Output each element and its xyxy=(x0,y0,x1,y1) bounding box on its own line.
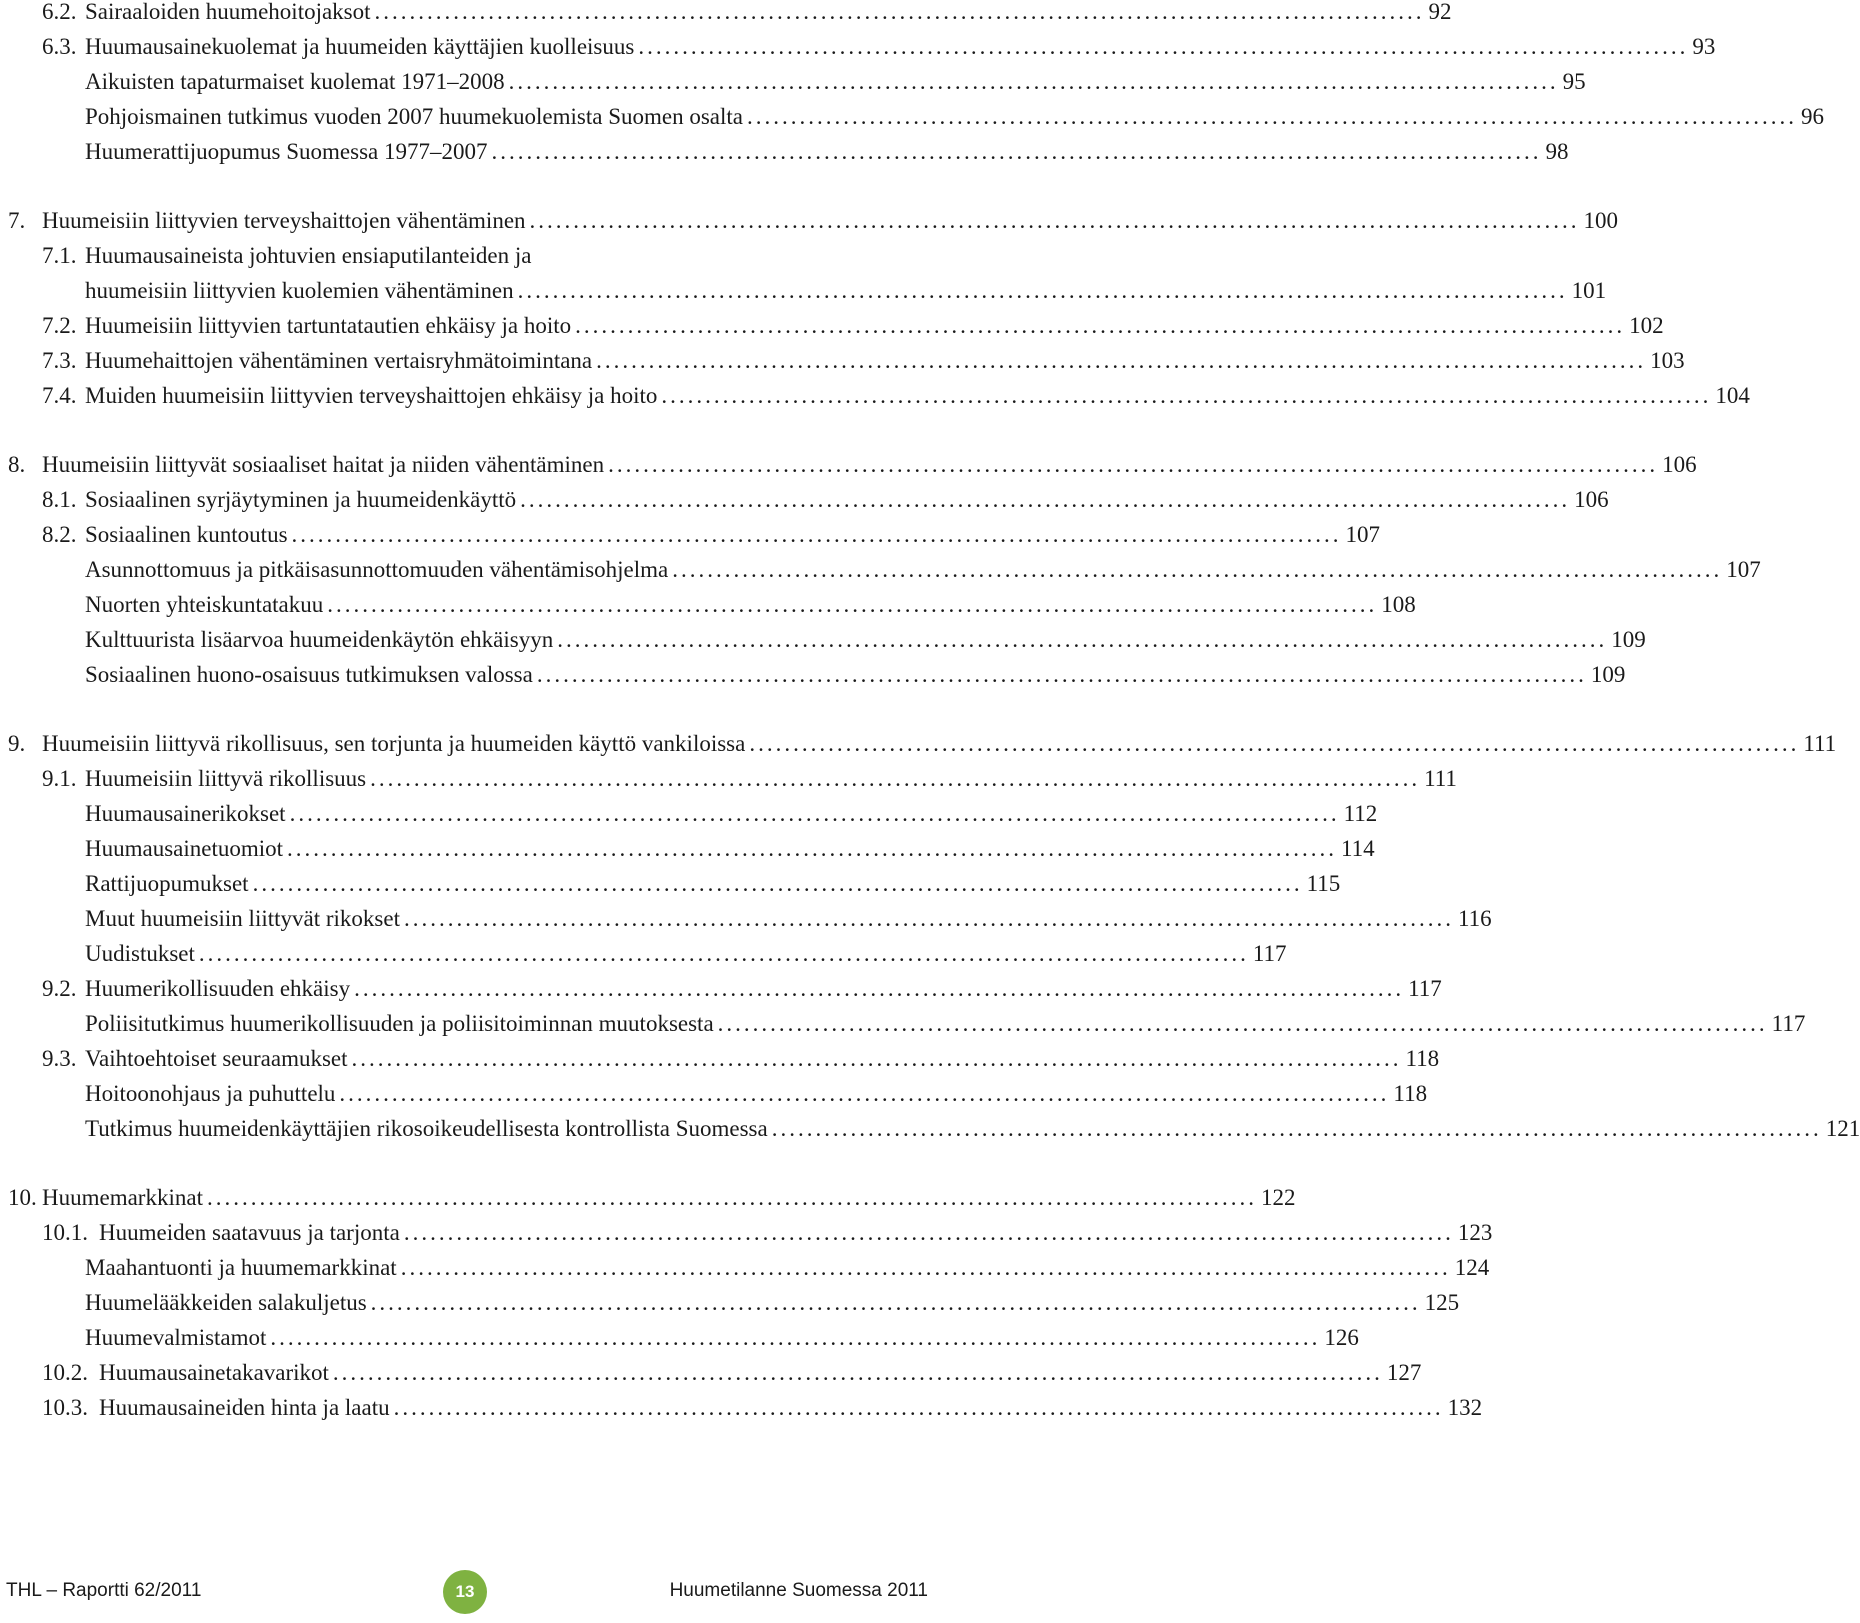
toc-title: Huumausainekuolemat ja huumeiden käyttäjien kuolleisuus xyxy=(85,34,635,59)
toc-title: Sosiaalinen kuntoutus xyxy=(85,522,288,547)
toc-page-number: 106 xyxy=(1574,487,1609,512)
toc-entry[interactable] xyxy=(0,797,1378,831)
toc-title: Huumeisiin liittyvien tartuntatautien ehkäisy ja hoito xyxy=(85,313,572,338)
dot-leader: ........................................................................................................................ xyxy=(403,1220,1454,1245)
dot-leader: ........................................................................................................................ xyxy=(517,278,1568,303)
dot-leader: ........................................................................................................................ xyxy=(400,1255,1451,1280)
toc-number: 7.1. xyxy=(42,243,77,268)
toc-page-number: 127 xyxy=(1386,1360,1422,1385)
dot-leader: ........................................................................................................................ xyxy=(270,1325,1321,1350)
toc-title: Huumevalmistamot xyxy=(85,1325,267,1350)
dot-leader: ........................................................................................................................ xyxy=(339,1081,1390,1106)
toc-title: Huumerikollisuuden ehkäisy xyxy=(85,976,351,1001)
dot-leader: ........................................................................................................................ xyxy=(327,592,1378,617)
toc-title: Asunnottomuus ja pitkäisasunnottomuuden vähentämisohjelma xyxy=(85,557,669,582)
toc-entry[interactable] xyxy=(0,0,1452,29)
report-label: THL – Raportti 62/2011 xyxy=(6,1580,202,1601)
toc-page-number: 100 xyxy=(1583,208,1619,233)
toc-page-number: 109 xyxy=(1611,627,1646,652)
toc-page-number: 117 xyxy=(1252,941,1287,966)
dot-leader: ........................................................................................................................ xyxy=(661,383,1712,408)
toc-number: 9. xyxy=(8,731,26,756)
toc-title: Kulttuurista lisäarvoa huumeidenkäytön ehkäisyyn xyxy=(85,627,554,652)
dot-leader: ........................................................................................................................ xyxy=(717,1011,1768,1036)
toc-title: Huumausainetakavarikot xyxy=(99,1360,329,1385)
dot-leader: ........................................................................................................................ xyxy=(747,104,1798,129)
toc-title: Huumausainerikokset xyxy=(85,801,286,826)
toc-entry[interactable] xyxy=(0,100,1825,134)
toc-title: Aikuisten tapaturmaiset kuolemat 1971–2008 xyxy=(85,69,505,94)
toc-entry[interactable] xyxy=(0,727,1837,761)
toc-title: Hoitoonohjaus ja puhuttelu xyxy=(85,1081,336,1106)
toc-entry[interactable] xyxy=(0,309,1664,343)
toc-title: Rattijuopumukset xyxy=(85,871,249,896)
toc-page-number: 118 xyxy=(1405,1046,1440,1071)
toc-title: Muut huumeisiin liittyvät rikokset xyxy=(85,906,400,931)
dot-leader: ........................................................................................................................ xyxy=(508,69,1559,94)
toc-page-number: 104 xyxy=(1715,383,1750,408)
toc-page-number: 122 xyxy=(1260,1185,1296,1210)
dot-leader: ........................................................................................................................ xyxy=(575,313,1626,338)
toc-entry[interactable] xyxy=(0,1112,1860,1146)
toc-title: Huumausainetuomiot xyxy=(85,836,284,861)
toc-entry[interactable] xyxy=(0,1356,1422,1390)
toc-page-number: 109 xyxy=(1590,662,1626,687)
toc-number: 9.2. xyxy=(42,976,77,1001)
toc-entry[interactable] xyxy=(0,379,1750,413)
toc-page-number: 108 xyxy=(1381,592,1416,617)
toc-page-number: 107 xyxy=(1726,557,1761,582)
dot-leader: ........................................................................................................................ xyxy=(557,627,1608,652)
toc-page-number: 118 xyxy=(1393,1081,1428,1106)
toc-title: Huumerattijuopumus Suomessa 1977–2007 xyxy=(85,139,488,164)
toc-page-number: 102 xyxy=(1629,313,1664,338)
toc-number: 9.1. xyxy=(42,766,77,791)
toc-title: Tutkimus huumeidenkäyttäjien rikosoikeudellisesta kontrollista Suomessa xyxy=(85,1116,768,1141)
toc-entry[interactable] xyxy=(0,448,1697,482)
dot-leader: ........................................................................................................................ xyxy=(206,1185,1257,1210)
toc-entry[interactable] xyxy=(0,204,1619,238)
page-footer xyxy=(0,1570,960,1610)
toc-entry[interactable] xyxy=(0,1321,1359,1355)
toc-number: 10.3. xyxy=(42,1395,88,1420)
toc-number: 7.3. xyxy=(42,348,77,373)
dot-leader: ........................................................................................................................ xyxy=(291,522,1342,547)
toc-entry[interactable] xyxy=(0,972,1442,1006)
dot-leader: ........................................................................................................................ xyxy=(491,139,1542,164)
toc-entry[interactable] xyxy=(0,553,1761,587)
toc-title: Huumemarkkinat xyxy=(42,1185,203,1210)
toc-entry[interactable] xyxy=(0,1251,1490,1285)
toc-entry[interactable] xyxy=(0,30,1716,64)
toc-page-number: 123 xyxy=(1457,1220,1493,1245)
toc-title: Sosiaalinen huono-osaisuus tutkimuksen valossa xyxy=(85,662,533,687)
toc-entry[interactable] xyxy=(0,274,1607,308)
toc-entry[interactable] xyxy=(0,832,1375,866)
toc-title: Huumeisiin liittyvät sosiaaliset haitat ja niiden vähentäminen xyxy=(42,452,605,477)
toc-title: Pohjoismainen tutkimus vuoden 2007 huumekuolemista Suomen osalta xyxy=(85,104,744,129)
toc-title: Sairaaloiden huumehoitojaksot xyxy=(85,0,371,24)
toc-title: Sosiaalinen syrjäytyminen ja huumeidenkäyttö xyxy=(85,487,517,512)
toc-title: Poliisitutkimus huumerikollisuuden ja poliisitoiminnan muutoksesta xyxy=(85,1011,714,1036)
toc-page-number: 126 xyxy=(1324,1325,1359,1350)
toc-title: Huumelääkkeiden salakuljetus xyxy=(85,1290,367,1315)
toc-number: 10.2. xyxy=(42,1360,88,1385)
toc-page-number: 112 xyxy=(1343,801,1378,826)
toc-title: Huumeiden saatavuus ja tarjonta xyxy=(99,1220,400,1245)
dot-leader: ........................................................................................................................ xyxy=(252,871,1303,896)
toc-number: 9.3. xyxy=(42,1046,77,1071)
dot-leader: ........................................................................................................................ xyxy=(529,208,1580,233)
toc-entry[interactable] xyxy=(0,239,928,273)
toc-page-number: 101 xyxy=(1571,278,1607,303)
toc-page-number: 117 xyxy=(1771,1011,1806,1036)
toc-title: Huumausaineista johtuvien ensiaputilanteiden ja xyxy=(85,243,532,268)
toc-page-number: 115 xyxy=(1306,871,1341,896)
toc-entry[interactable] xyxy=(0,658,1626,692)
dot-leader: ........................................................................................................................ xyxy=(370,766,1421,791)
dot-leader: ........................................................................................................................ xyxy=(289,801,1340,826)
dot-leader: ........................................................................................................................ xyxy=(403,906,1454,931)
toc-page-number: 124 xyxy=(1454,1255,1490,1280)
dot-leader: ........................................................................................................................ xyxy=(332,1360,1383,1385)
toc-title: Maahantuonti ja huumemarkkinat xyxy=(85,1255,397,1280)
toc-entry[interactable] xyxy=(0,623,1646,657)
toc-number: 10. xyxy=(8,1185,37,1210)
toc-entry[interactable] xyxy=(0,867,1341,901)
toc-title: Muiden huumeisiin liittyvien terveyshaittojen ehkäisy ja hoito xyxy=(85,383,658,408)
toc-page-number: 98 xyxy=(1545,139,1569,164)
dot-leader: ........................................................................................................................ xyxy=(520,487,1571,512)
toc-entry[interactable] xyxy=(0,344,1685,378)
dot-leader: ........................................................................................................................ xyxy=(596,348,1647,373)
toc-entry[interactable] xyxy=(0,762,1457,796)
toc-title: Huumeisiin liittyvien terveyshaittojen vähentäminen xyxy=(42,208,526,233)
toc-title: huumeisiin liittyvien kuolemien vähentäminen xyxy=(85,278,514,303)
toc-page-number: 132 xyxy=(1447,1395,1483,1420)
toc-number: 8.2. xyxy=(42,522,77,547)
toc-title: Huumeisiin liittyvä rikollisuus, sen torjunta ja huumeiden käyttö vankiloissa xyxy=(42,731,746,756)
toc-entry[interactable] xyxy=(0,1042,1440,1076)
toc-page-number: 95 xyxy=(1562,69,1586,94)
toc-entry[interactable] xyxy=(0,1077,1428,1111)
dot-leader: ........................................................................................................................ xyxy=(354,976,1405,1001)
toc-page-number: 111 xyxy=(1424,766,1457,791)
toc-number: 7. xyxy=(8,208,26,233)
toc-title: Huumeisiin liittyvä rikollisuus xyxy=(85,766,367,791)
toc-page-number: 92 xyxy=(1428,0,1452,24)
toc-number: 6.2. xyxy=(42,0,77,24)
toc-number: 8.1. xyxy=(42,487,77,512)
toc-page-number: 117 xyxy=(1408,976,1442,1001)
toc-number: 7.4. xyxy=(42,383,77,408)
toc-page-number: 93 xyxy=(1692,34,1716,59)
toc-entry[interactable] xyxy=(0,65,1586,99)
toc-page-number: 125 xyxy=(1424,1290,1460,1315)
toc-number: 7.2. xyxy=(42,313,77,338)
toc-number: 8. xyxy=(8,452,26,477)
dot-leader: ........................................................................................................................ xyxy=(374,0,1425,24)
dot-leader: ........................................................................................................................ xyxy=(638,34,1689,59)
dot-leader: ........................................................................................................................ xyxy=(393,1395,1444,1420)
toc-page-number: 96 xyxy=(1801,104,1825,129)
toc-entry[interactable] xyxy=(0,518,1381,552)
toc-entry[interactable] xyxy=(0,902,1492,936)
dot-leader: ........................................................................................................................ xyxy=(536,662,1587,687)
toc-page-number: 116 xyxy=(1457,906,1492,931)
dot-leader: ........................................................................................................................ xyxy=(287,836,1338,861)
toc-title: Vaihtoehtoiset seuraamukset xyxy=(85,1046,348,1071)
toc-number: 10.1. xyxy=(42,1220,88,1245)
publication-title: Huumetilanne Suomessa 2011 xyxy=(669,1580,928,1601)
dot-leader: ........................................................................................................................ xyxy=(370,1290,1421,1315)
toc-page-number: 114 xyxy=(1341,836,1375,861)
toc-title: Uudistukset xyxy=(85,941,195,966)
toc-page-number: 111 xyxy=(1803,731,1837,756)
dot-leader: ........................................................................................................................ xyxy=(749,731,1800,756)
toc-page-number: 106 xyxy=(1662,452,1697,477)
toc-number: 6.3. xyxy=(42,34,77,59)
dot-leader: ........................................................................................................................ xyxy=(351,1046,1402,1071)
page-number-badge: 13 xyxy=(443,1570,487,1614)
toc-page-number: 107 xyxy=(1345,522,1381,547)
toc-entry[interactable] xyxy=(0,1181,1296,1215)
toc-entry[interactable] xyxy=(0,937,1287,971)
dot-leader: ........................................................................................................................ xyxy=(198,941,1249,966)
toc-title: Nuorten yhteiskuntatakuu xyxy=(85,592,324,617)
toc-entry[interactable] xyxy=(0,588,1416,622)
toc-entry[interactable] xyxy=(0,1216,1493,1250)
toc-entry[interactable] xyxy=(0,483,1609,517)
dot-leader: ........................................................................................................................ xyxy=(771,1116,1822,1141)
toc-entry[interactable] xyxy=(0,135,1569,169)
toc-entry[interactable] xyxy=(0,1391,1483,1425)
toc-entry[interactable] xyxy=(0,1007,1806,1041)
toc-page-number: 103 xyxy=(1650,348,1685,373)
toc-entry[interactable] xyxy=(0,1286,1460,1320)
dot-leader: ........................................................................................................................ xyxy=(608,452,1659,477)
toc-title: Huumehaittojen vähentäminen vertaisryhmätoimintana xyxy=(85,348,593,373)
toc-title: Huumausaineiden hinta ja laatu xyxy=(99,1395,390,1420)
dot-leader: ........................................................................................................................ xyxy=(672,557,1723,582)
toc-page-number: 121 xyxy=(1825,1116,1860,1141)
